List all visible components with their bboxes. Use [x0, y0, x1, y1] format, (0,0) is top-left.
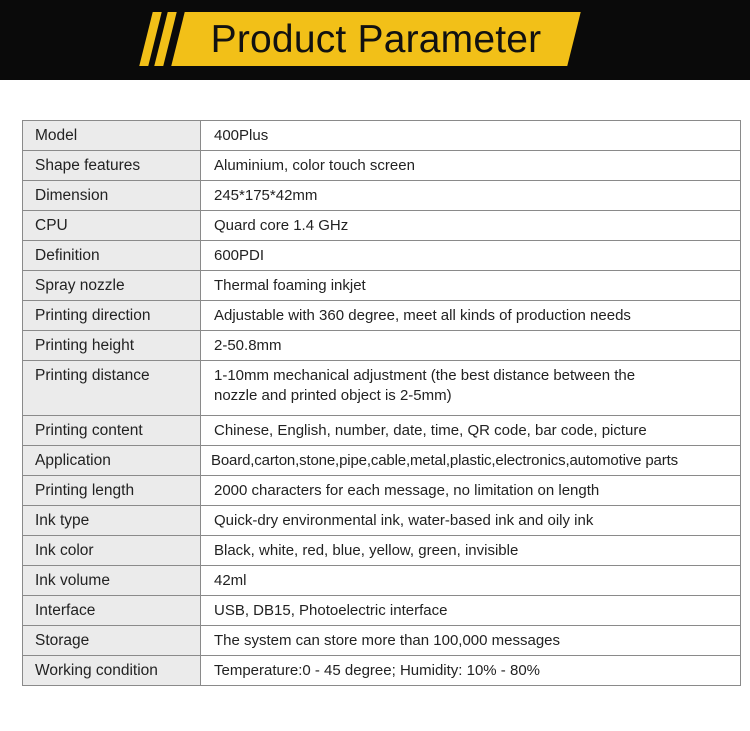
table-row	[23, 506, 741, 536]
param-label: Printing length	[23, 476, 201, 506]
param-value: The system can store more than 100,000 messages	[201, 626, 741, 656]
param-label: Ink volume	[23, 566, 201, 596]
param-value: Adjustable with 360 degree, meet all kinds of production needs	[201, 301, 741, 331]
param-value: 2000 characters for each message, no limitation on length	[201, 476, 741, 506]
param-value: Black, white, red, blue, yellow, green, invisible	[201, 536, 741, 566]
param-value-line: 1-10mm mechanical adjustment (the best distance between the	[214, 367, 636, 384]
param-label: Model	[23, 121, 201, 151]
param-label: Shape features	[23, 151, 201, 181]
table-row	[23, 151, 741, 181]
table-row	[23, 331, 741, 361]
table-row	[23, 656, 741, 686]
param-label: Printing content	[23, 416, 201, 446]
param-label: Printing direction	[23, 301, 201, 331]
parameter-table	[22, 120, 741, 686]
table-row	[23, 596, 741, 626]
param-value: Chinese, English, number, date, time, QR code, bar code, picture	[201, 416, 741, 446]
param-value: Thermal foaming inkjet	[201, 271, 741, 301]
param-label: Storage	[23, 626, 201, 656]
table-row	[23, 626, 741, 656]
param-value: 2-50.8mm	[201, 331, 741, 361]
page-title: Product Parameter	[210, 18, 542, 61]
table-row	[23, 271, 741, 301]
table-row	[23, 181, 741, 211]
param-value: USB, DB15, Photoelectric interface	[201, 596, 741, 626]
param-value: 400Plus	[201, 121, 741, 151]
table-row	[23, 121, 741, 151]
param-value: 42ml	[201, 566, 741, 596]
param-value: Quick-dry environmental ink, water-based ink and oily ink	[201, 506, 741, 536]
param-label: Working condition	[23, 656, 201, 686]
param-value: 600PDI	[201, 241, 741, 271]
param-label: Spray nozzle	[23, 271, 201, 301]
table-row	[23, 566, 741, 596]
param-label: CPU	[23, 211, 201, 241]
header-banner	[0, 0, 750, 80]
param-value: Board,carton,stone,pipe,cable,metal,plastic,electronics,automotive parts	[201, 446, 741, 476]
param-label: Application	[23, 446, 201, 476]
table-row	[23, 536, 741, 566]
param-label: Dimension	[23, 181, 201, 211]
table-row	[23, 301, 741, 331]
param-label: Definition	[23, 241, 201, 271]
param-value: Aluminium, color touch screen	[201, 151, 741, 181]
param-label: Printing distance	[23, 361, 201, 416]
param-value-line: nozzle and printed object is 2-5mm)	[214, 387, 452, 404]
param-label: Printing height	[23, 331, 201, 361]
table-row	[23, 211, 741, 241]
param-value: Temperature:0 - 45 degree; Humidity: 10% - 80%	[201, 656, 741, 686]
table-row	[23, 446, 741, 476]
table-row	[23, 241, 741, 271]
param-value: 245*175*42mm	[201, 181, 741, 211]
param-label: Ink type	[23, 506, 201, 536]
param-value	[201, 361, 741, 416]
param-value: Quard core 1.4 GHz	[201, 211, 741, 241]
table-row	[23, 361, 741, 416]
table-row	[23, 476, 741, 506]
param-label: Interface	[23, 596, 201, 626]
table-row	[23, 416, 741, 446]
param-label: Ink color	[23, 536, 201, 566]
